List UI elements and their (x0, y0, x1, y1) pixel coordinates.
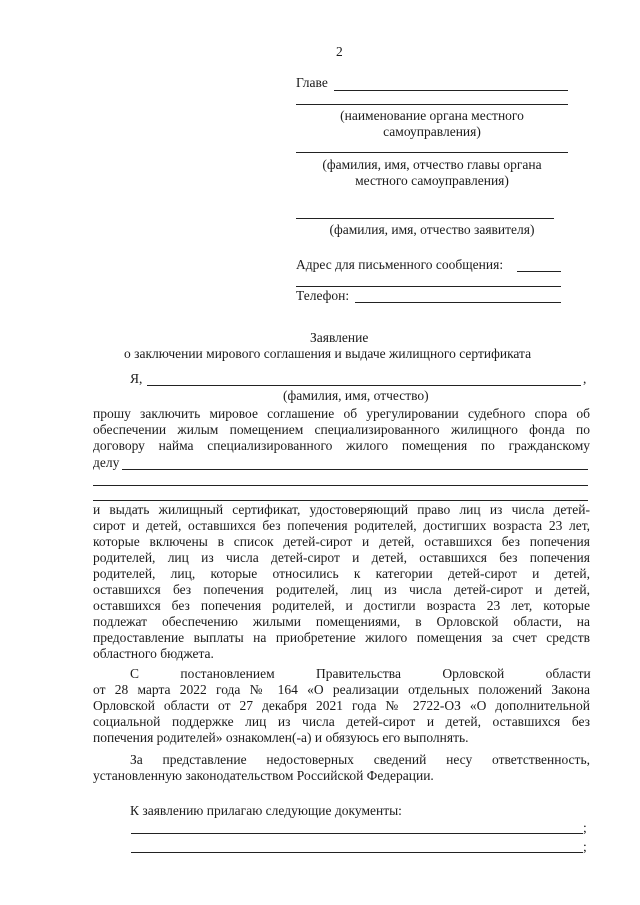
acknowledgement-line: Орловской области от 27 декабря 2021 года № 2722-ОЗ «О дополнительной (93, 698, 590, 713)
request-paragraph (93, 406, 590, 454)
request-line: договору найма специализированного жилого помещения по гражданскому (93, 438, 590, 453)
certificate-line: предоставление выплаты на приобретение жилого помещения за счет средств (93, 630, 590, 645)
page-number: 2 (336, 44, 343, 59)
attachments-label: К заявлению прилагаю следующие документы: (130, 803, 402, 818)
attachment-line-2[interactable] (131, 852, 583, 853)
attachment-semicolon-1: ; (583, 820, 587, 835)
certificate-line: оставшихся без попечения родителей, лиц из числа детей-сирот и детей, (93, 582, 590, 597)
address-field-line-1[interactable] (517, 271, 561, 272)
certificate-line: подлежат обеспечению жилыми помещениями, в Орловской области, на (93, 614, 590, 629)
applicant-caption: (фамилия, имя, отчество заявителя) (329, 222, 535, 237)
certificate-line: родителей, лиц, которые относились к категории детей-сирот и детей, (93, 566, 590, 581)
acknowledgement-line: попечения родителей» ознакомлен(-а) и обязуюсь его выполнять. (93, 730, 469, 745)
certificate-line: оставшихся без попечения родителей, и достигли возраста 23 лет, которые (93, 598, 590, 613)
acknowledgement-line: социальной поддержке лиц из числа детей-сирот и детей, оставшихся без (93, 714, 590, 729)
certificate-paragraph (93, 502, 590, 662)
applicant-name-line (296, 218, 554, 219)
address-field-line-2[interactable] (296, 286, 561, 287)
case-field-line-3[interactable] (93, 500, 588, 501)
case-field-line-2[interactable] (93, 485, 588, 486)
org-caption-2: самоуправления) (383, 124, 481, 139)
request-line: обеспечении жилым помещением специализированного жилищного фонда по (93, 422, 590, 437)
case-field-line-1[interactable] (122, 469, 588, 470)
phone-label: Телефон: (296, 288, 350, 303)
request-line: прошу заключить мировое соглашение об урегулировании судебного спора об (93, 406, 590, 421)
head-label: Главе (296, 75, 328, 90)
certificate-line: сирот и детей, оставшихся без попечения родителей, достигших возраста 23 лет, (93, 518, 590, 533)
certificate-line: и выдать жилищный сертификат, удостоверяющий право лиц из числа детей- (93, 502, 590, 517)
applicant-i-label: Я, (130, 371, 143, 386)
head-org-line-2 (296, 104, 568, 105)
acknowledgement-line: от 28 марта 2022 года № 164 «О реализации отдельных положений Закона (93, 682, 590, 697)
org-caption-1: (наименование органа местного (340, 108, 524, 123)
liability-line: За представление недостоверных сведений несу ответственность, (130, 752, 590, 767)
applicant-comma: , (583, 371, 587, 386)
applicant-fio-caption: (фамилия, имя, отчество) (283, 388, 429, 403)
liability-paragraph (93, 752, 590, 784)
case-label: делу (93, 455, 120, 470)
head-name-caption-1: (фамилия, имя, отчество главы органа (322, 157, 542, 172)
attachment-line-1[interactable] (131, 833, 583, 834)
acknowledgement-line: С постановлением Правительства Орловской области (130, 666, 591, 681)
certificate-line: областного бюджета. (93, 646, 214, 661)
address-label: Адрес для письменного сообщения: (296, 257, 504, 272)
document-subtitle: о заключении мирового соглашения и выдаче жилищного сертификата (124, 346, 532, 361)
acknowledgement-paragraph (93, 666, 590, 746)
certificate-line: которые включены в список детей-сирот и детей, оставшихся без попечения (93, 534, 590, 549)
applicant-fio-line[interactable] (147, 385, 581, 386)
liability-line: установленную законодательством Российской Федерации. (93, 768, 434, 783)
certificate-line: родителей, лиц из числа детей-сирот и детей, оставшихся без попечения (93, 550, 590, 565)
head-org-line-1 (334, 90, 568, 91)
document-title: Заявление (310, 330, 369, 345)
head-name-line (296, 152, 568, 153)
head-name-caption-2: местного самоуправления) (355, 173, 509, 188)
phone-field-line[interactable] (355, 302, 561, 303)
attachment-semicolon-2: ; (583, 839, 587, 854)
